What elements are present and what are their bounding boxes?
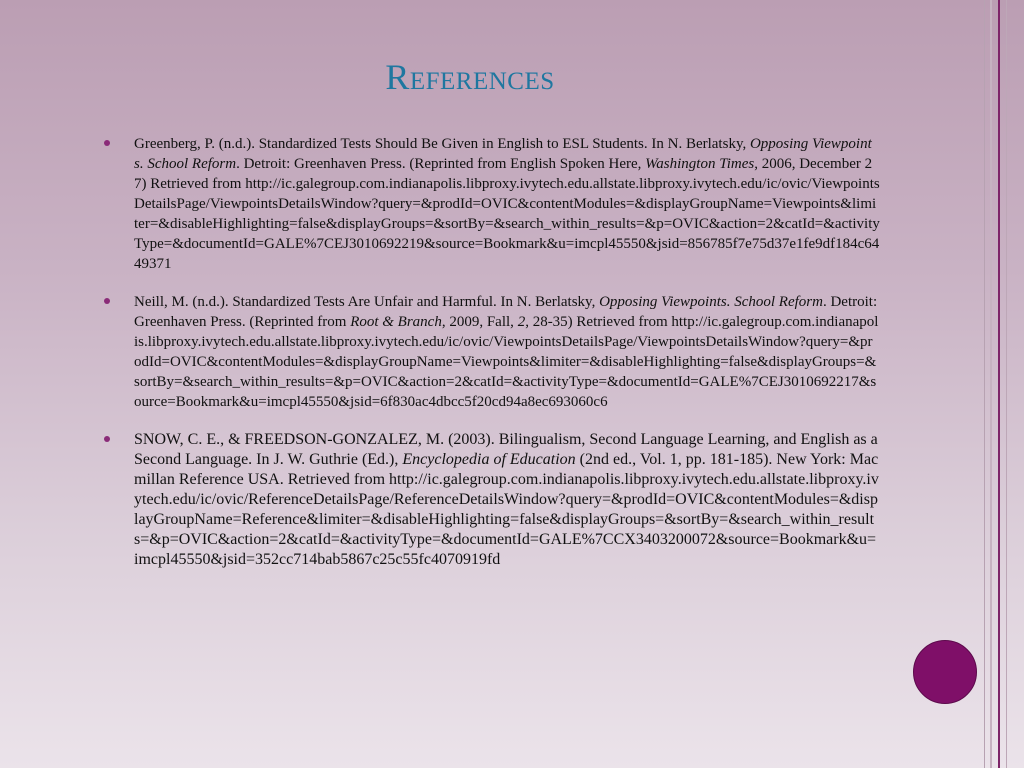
reference-publisher: . Detroit: Greenhaven Press. (Reprinted from English Spoken Here, bbox=[236, 156, 646, 172]
bullet-icon bbox=[104, 140, 110, 146]
references-list bbox=[104, 134, 880, 588]
reference-container: Opposing Viewpoints. School Reform bbox=[599, 294, 823, 310]
reference-item bbox=[104, 134, 880, 274]
reference-authors: Greenberg, P. (n.d.). Standardized Tests Should Be Given in English to ESL Students. In N. Berlatsky, bbox=[134, 136, 750, 152]
bullet-icon bbox=[104, 436, 110, 442]
slide-title: References bbox=[385, 57, 555, 97]
border-line bbox=[1006, 0, 1007, 768]
reference-publisher: . Detroit: Greenhaven Press. (Reprinted from bbox=[134, 294, 878, 330]
reference-authors: Neill, M. (n.d.). Standardized Tests Are Unfair and Harmful. In N. Berlatsky, bbox=[134, 294, 600, 310]
reference-source: Root & Branch bbox=[350, 314, 442, 330]
reference-container: Opposing Viewpoints. School Reform bbox=[134, 136, 872, 172]
decorative-right-border bbox=[984, 0, 1024, 768]
reference-url: , 28-35) Retrieved from http://ic.galegroup.com.indianapolis.libproxy.ivytech.edu.allstate.libproxy.ivytech.edu/ic/ovic/ViewpointsDetailsPage/ViewpointsDetailsWindow?query=&prodId=OVIC&contentModules=&displayGroupName=Viewpoints&limiter=&disableHighlighting=false&displayGroups=&sortBy=&search_within_results=&p=OVIC&action=2&catId=&activityType=&documentId=GALE%7CEJ3010692217&source=Bookmark&u=imcpl45550&jsid=6f830ac4dbcc5f20cd94a8ec693060c6 bbox=[134, 314, 879, 410]
reference-authors: SNOW, C. E., & FREEDSON-GONZALEZ, M. (2003). Bilingualism, Second Language Learning, and English as a Second Language. In J. W. Guthrie (Ed.), bbox=[134, 431, 878, 468]
reference-volume: 2 bbox=[517, 314, 526, 330]
border-line-accent bbox=[998, 0, 1000, 768]
reference-source: Washington Times bbox=[645, 156, 755, 172]
reference-date: , 2009, Fall, bbox=[441, 314, 518, 330]
bullet-icon bbox=[104, 298, 110, 304]
reference-url: , 2006, December 27) Retrieved from http://ic.galegroup.com.indianapolis.libproxy.ivytech.edu.allstate.libproxy.ivytech.edu/ic/ovic/ViewpointsDetailsPage/ViewpointsDetailsWindow?query=&prodId=OVIC&contentModules=&displayGroupName=Viewpoints&limiter=&disableHighlighting=false&displayGroups=&sortBy=&search_within_results=&p=OVIC&action=2&catId=&activityType=&documentId=GALE%7CEJ3010692219&source=Bookmark&u=imcpl45550&jsid=856785f7e75d37e1fe9df184c6449371 bbox=[134, 156, 880, 272]
border-line bbox=[984, 0, 985, 768]
decorative-circle bbox=[913, 640, 977, 704]
reference-item bbox=[104, 292, 880, 412]
border-line bbox=[990, 0, 992, 768]
reference-item bbox=[104, 430, 880, 570]
reference-container: Encyclopedia of Education bbox=[402, 451, 576, 468]
reference-url: (2nd ed., Vol. 1, pp. 181-185). New York: Macmillan Reference USA. Retrieved from http://ic.galegroup.com.indianapolis.libproxy.ivytech.edu.allstate.libproxy.ivytech.edu/ic/ovic/ReferenceDetailsPage/ReferenceDetailsWindow?query=&prodId=OVIC&contentModules=&displayGroupName=Reference&limiter=&disableHighlighting=false&displayGroups=&sortBy=&search_within_results=&p=OVIC&action=2&catId=&activityType=&documentId=GALE%7CCX3403200072&source=Bookmark&u=imcpl45550&jsid=352cc714bab5867c25c55fc4070919fd bbox=[134, 451, 879, 568]
